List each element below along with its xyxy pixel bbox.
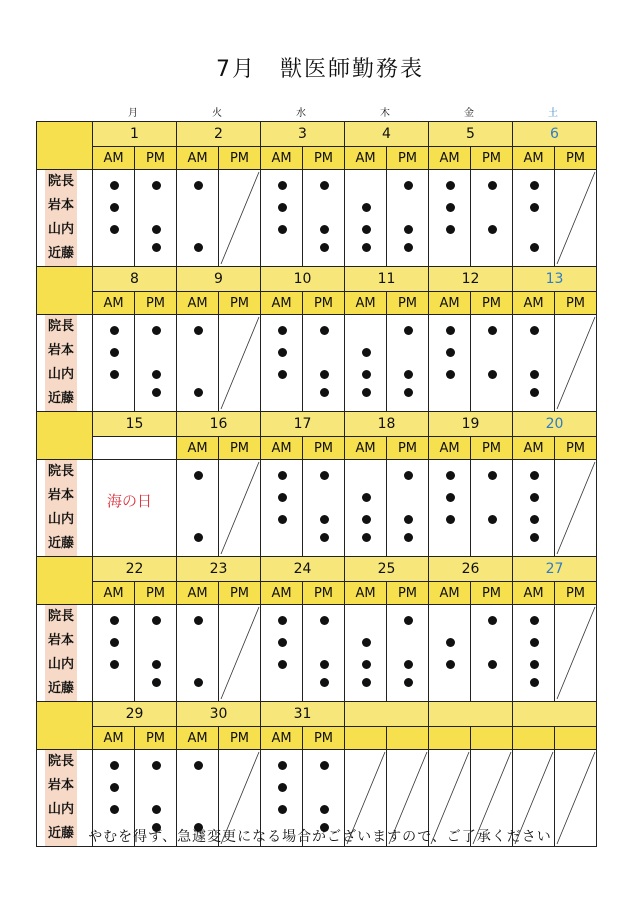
on-duty-dot xyxy=(278,370,287,379)
on-duty-dot xyxy=(320,471,329,480)
on-duty-dot xyxy=(152,660,161,669)
on-duty-dot xyxy=(530,181,539,190)
day-number: 23 xyxy=(177,557,261,582)
on-duty-dot xyxy=(320,616,329,625)
slash-line xyxy=(555,460,596,556)
on-duty-dot xyxy=(530,326,539,335)
pm-header: PM xyxy=(303,727,345,750)
staff-name: 山内 xyxy=(45,363,77,387)
on-duty-dot xyxy=(110,783,119,792)
on-duty-dot xyxy=(404,471,413,480)
on-duty-dot xyxy=(152,243,161,252)
on-duty-dot xyxy=(320,660,329,669)
pm-header: PM xyxy=(135,727,177,750)
on-duty-dot xyxy=(278,761,287,770)
am-header: AM xyxy=(177,437,219,460)
on-duty-dot xyxy=(152,388,161,397)
day-number: 29 xyxy=(93,702,177,727)
staff-name: 岩本 xyxy=(45,339,77,363)
on-duty-dot xyxy=(194,471,203,480)
am-header: AM xyxy=(261,147,303,170)
on-duty-dot xyxy=(530,203,539,212)
on-duty-dot xyxy=(278,471,287,480)
on-duty-dot xyxy=(530,388,539,397)
day-number: 22 xyxy=(93,557,177,582)
on-duty-dot xyxy=(488,181,497,190)
am-header: AM xyxy=(513,292,555,315)
day-number xyxy=(345,702,429,727)
on-duty-dot xyxy=(110,370,119,379)
on-duty-dot xyxy=(110,326,119,335)
am-header xyxy=(429,727,471,750)
on-duty-dot xyxy=(362,660,371,669)
on-duty-dot xyxy=(404,515,413,524)
on-duty-dot xyxy=(320,533,329,542)
am-header: AM xyxy=(429,292,471,315)
on-duty-dot xyxy=(404,678,413,687)
staff-names xyxy=(37,170,93,267)
day-number: 4 xyxy=(345,122,429,147)
day-number: 19 xyxy=(429,412,513,437)
on-duty-dot xyxy=(152,616,161,625)
on-duty-dot xyxy=(278,493,287,502)
staff-name: 山内 xyxy=(45,798,77,822)
am-header: AM xyxy=(177,727,219,750)
staff-names xyxy=(37,460,93,557)
on-duty-dot xyxy=(110,616,119,625)
on-duty-dot xyxy=(404,243,413,252)
on-duty-dot xyxy=(362,515,371,524)
on-duty-dot xyxy=(278,783,287,792)
on-duty-dot xyxy=(110,660,119,669)
staff-name: 山内 xyxy=(45,218,77,242)
corner-cell xyxy=(37,557,93,605)
on-duty-dot xyxy=(320,243,329,252)
am-header: AM xyxy=(177,292,219,315)
on-duty-dot xyxy=(404,326,413,335)
on-duty-dot xyxy=(278,638,287,647)
on-duty-dot xyxy=(320,761,329,770)
pm-header: PM xyxy=(219,582,261,605)
on-duty-dot xyxy=(530,678,539,687)
on-duty-dot xyxy=(278,225,287,234)
on-duty-dot xyxy=(488,616,497,625)
pm-header xyxy=(471,727,513,750)
pm-header xyxy=(387,727,429,750)
on-duty-dot xyxy=(488,515,497,524)
on-duty-dot xyxy=(152,678,161,687)
corner-cell xyxy=(37,412,93,460)
staff-names xyxy=(37,605,93,702)
day-number: 11 xyxy=(345,267,429,292)
day-number: 13 xyxy=(513,267,597,292)
on-duty-dot xyxy=(362,225,371,234)
on-duty-dot xyxy=(488,471,497,480)
on-duty-dot xyxy=(446,493,455,502)
on-duty-dot xyxy=(278,348,287,357)
on-duty-dot xyxy=(362,243,371,252)
on-duty-dot xyxy=(530,493,539,502)
pm-header: PM xyxy=(219,437,261,460)
on-duty-dot xyxy=(320,326,329,335)
on-duty-dot xyxy=(110,761,119,770)
staff-name: 院長 xyxy=(45,315,77,339)
pm-header: PM xyxy=(135,292,177,315)
am-header: AM xyxy=(177,147,219,170)
on-duty-dot xyxy=(404,370,413,379)
slash-line xyxy=(555,605,596,701)
on-duty-dot xyxy=(530,638,539,647)
on-duty-dot xyxy=(320,805,329,814)
pm-header: PM xyxy=(303,437,345,460)
pm-header: PM xyxy=(471,437,513,460)
on-duty-dot xyxy=(446,471,455,480)
weekday-label: 土 xyxy=(548,108,558,119)
on-duty-dot xyxy=(278,181,287,190)
on-duty-dot xyxy=(404,181,413,190)
on-duty-dot xyxy=(152,181,161,190)
on-duty-dot xyxy=(446,203,455,212)
slash-line xyxy=(219,460,260,556)
on-duty-dot xyxy=(152,370,161,379)
staff-name: 近藤 xyxy=(45,532,77,556)
day-number: 24 xyxy=(261,557,345,582)
on-duty-dot xyxy=(110,348,119,357)
on-duty-dot xyxy=(404,533,413,542)
on-duty-dot xyxy=(110,203,119,212)
pm-header: PM xyxy=(387,292,429,315)
pm-header: PM xyxy=(219,292,261,315)
on-duty-dot xyxy=(530,533,539,542)
staff-name: 院長 xyxy=(45,170,77,194)
am-header: AM xyxy=(345,147,387,170)
on-duty-dot xyxy=(446,326,455,335)
on-duty-dot xyxy=(320,678,329,687)
day-number: 5 xyxy=(429,122,513,147)
am-header: AM xyxy=(513,147,555,170)
on-duty-dot xyxy=(194,761,203,770)
staff-name: 近藤 xyxy=(45,387,77,411)
corner-cell xyxy=(37,267,93,315)
am-header: AM xyxy=(429,582,471,605)
on-duty-dot xyxy=(278,805,287,814)
am-header: AM xyxy=(513,582,555,605)
on-duty-dot xyxy=(194,533,203,542)
am-header: AM xyxy=(93,147,135,170)
slash-line xyxy=(219,170,260,266)
am-header: AM xyxy=(261,292,303,315)
am-header: AM xyxy=(177,582,219,605)
on-duty-dot xyxy=(404,660,413,669)
pm-header: PM xyxy=(555,582,597,605)
on-duty-dot xyxy=(488,370,497,379)
holiday-label: 海の日 xyxy=(107,492,153,510)
on-duty-dot xyxy=(530,660,539,669)
on-duty-dot xyxy=(404,388,413,397)
on-duty-dot xyxy=(320,225,329,234)
on-duty-dot xyxy=(152,805,161,814)
on-duty-dot xyxy=(278,515,287,524)
weekday-label: 月 xyxy=(128,108,138,119)
on-duty-dot xyxy=(152,761,161,770)
weekday-label: 木 xyxy=(380,108,390,119)
day-number: 18 xyxy=(345,412,429,437)
day-number: 6 xyxy=(513,122,597,147)
staff-names xyxy=(37,315,93,412)
on-duty-dot xyxy=(362,678,371,687)
staff-name: 院長 xyxy=(45,750,77,774)
on-duty-dot xyxy=(362,370,371,379)
am-header: AM xyxy=(261,582,303,605)
am-header: AM xyxy=(429,147,471,170)
staff-name: 近藤 xyxy=(45,822,77,846)
am-header xyxy=(513,727,555,750)
on-duty-dot xyxy=(362,203,371,212)
on-duty-dot xyxy=(278,660,287,669)
on-duty-dot xyxy=(278,326,287,335)
pm-header: PM xyxy=(303,147,345,170)
pm-header: PM xyxy=(555,437,597,460)
on-duty-dot xyxy=(362,348,371,357)
on-duty-dot xyxy=(320,181,329,190)
on-duty-dot xyxy=(362,493,371,502)
on-duty-dot xyxy=(362,533,371,542)
on-duty-dot xyxy=(530,471,539,480)
on-duty-dot xyxy=(194,388,203,397)
day-number: 8 xyxy=(93,267,177,292)
pm-header: PM xyxy=(387,147,429,170)
schedule-table xyxy=(36,121,597,847)
footer-note: やむを得ず、急遽変更になる場合がございますので、ご了承ください xyxy=(88,829,552,845)
corner-cell xyxy=(37,702,93,750)
day-number: 10 xyxy=(261,267,345,292)
on-duty-dot xyxy=(446,181,455,190)
pm-header xyxy=(555,727,597,750)
pm-header: PM xyxy=(387,582,429,605)
day-number: 12 xyxy=(429,267,513,292)
day-number: 17 xyxy=(261,412,345,437)
on-duty-dot xyxy=(446,225,455,234)
am-header xyxy=(345,727,387,750)
slash-line xyxy=(555,170,596,266)
on-duty-dot xyxy=(404,225,413,234)
pm-header: PM xyxy=(135,582,177,605)
weekday-label: 火 xyxy=(212,108,222,119)
staff-name: 岩本 xyxy=(45,194,77,218)
on-duty-dot xyxy=(152,326,161,335)
on-duty-dot xyxy=(110,805,119,814)
day-number: 30 xyxy=(177,702,261,727)
on-duty-dot xyxy=(446,660,455,669)
staff-name: 近藤 xyxy=(45,242,77,266)
on-duty-dot xyxy=(362,388,371,397)
on-duty-dot xyxy=(446,515,455,524)
on-duty-dot xyxy=(194,243,203,252)
on-duty-dot xyxy=(362,638,371,647)
day-number: 25 xyxy=(345,557,429,582)
on-duty-dot xyxy=(530,243,539,252)
pm-header: PM xyxy=(471,292,513,315)
weekday-label: 金 xyxy=(464,108,474,119)
pm-header: PM xyxy=(387,437,429,460)
on-duty-dot xyxy=(530,515,539,524)
on-duty-dot xyxy=(110,181,119,190)
staff-name: 山内 xyxy=(45,508,77,532)
on-duty-dot xyxy=(278,616,287,625)
on-duty-dot xyxy=(446,638,455,647)
on-duty-dot xyxy=(488,326,497,335)
pm-header: PM xyxy=(555,292,597,315)
am-header: AM xyxy=(261,437,303,460)
on-duty-dot xyxy=(194,616,203,625)
am-header: AM xyxy=(513,437,555,460)
pm-header: PM xyxy=(219,147,261,170)
on-duty-dot xyxy=(320,515,329,524)
day-number: 2 xyxy=(177,122,261,147)
day-number: 16 xyxy=(177,412,261,437)
day-number: 26 xyxy=(429,557,513,582)
on-duty-dot xyxy=(320,370,329,379)
day-number: 3 xyxy=(261,122,345,147)
staff-name: 院長 xyxy=(45,605,77,629)
staff-name: 近藤 xyxy=(45,677,77,701)
pm-header: PM xyxy=(135,147,177,170)
weekday-label: 水 xyxy=(296,108,306,119)
day-number xyxy=(513,702,597,727)
slash-line xyxy=(555,315,596,411)
on-duty-dot xyxy=(110,638,119,647)
day-number: 31 xyxy=(261,702,345,727)
on-duty-dot xyxy=(446,370,455,379)
day-number: 27 xyxy=(513,557,597,582)
staff-name: 岩本 xyxy=(45,774,77,798)
pm-header: PM xyxy=(303,582,345,605)
staff-name: 院長 xyxy=(45,460,77,484)
staff-name: 岩本 xyxy=(45,629,77,653)
am-header: AM xyxy=(93,582,135,605)
day-number: 20 xyxy=(513,412,597,437)
pm-header: PM xyxy=(303,292,345,315)
pm-header: PM xyxy=(555,147,597,170)
on-duty-dot xyxy=(530,370,539,379)
pm-header: PM xyxy=(471,582,513,605)
on-duty-dot xyxy=(446,348,455,357)
on-duty-dot xyxy=(152,225,161,234)
pm-header: PM xyxy=(219,727,261,750)
day-number: 9 xyxy=(177,267,261,292)
day-number xyxy=(429,702,513,727)
on-duty-dot xyxy=(194,181,203,190)
staff-name: 山内 xyxy=(45,653,77,677)
on-duty-dot xyxy=(194,326,203,335)
day-number: 1 xyxy=(93,122,177,147)
am-header: AM xyxy=(93,292,135,315)
slash-line xyxy=(219,605,260,701)
on-duty-dot xyxy=(530,616,539,625)
staff-name: 岩本 xyxy=(45,484,77,508)
on-duty-dot xyxy=(488,660,497,669)
am-header: AM xyxy=(345,292,387,315)
on-duty-dot xyxy=(194,678,203,687)
page-title: 7月 獣医師勤務表 xyxy=(216,57,424,82)
on-duty-dot xyxy=(488,225,497,234)
am-header: AM xyxy=(429,437,471,460)
corner-cell xyxy=(37,122,93,170)
slash-line xyxy=(219,315,260,411)
on-duty-dot xyxy=(320,388,329,397)
day-number: 15 xyxy=(93,412,177,437)
on-duty-dot xyxy=(110,225,119,234)
am-header: AM xyxy=(345,437,387,460)
on-duty-dot xyxy=(278,203,287,212)
on-duty-dot xyxy=(404,616,413,625)
am-header: AM xyxy=(261,727,303,750)
am-header: AM xyxy=(345,582,387,605)
am-header: AM xyxy=(93,727,135,750)
pm-header: PM xyxy=(471,147,513,170)
